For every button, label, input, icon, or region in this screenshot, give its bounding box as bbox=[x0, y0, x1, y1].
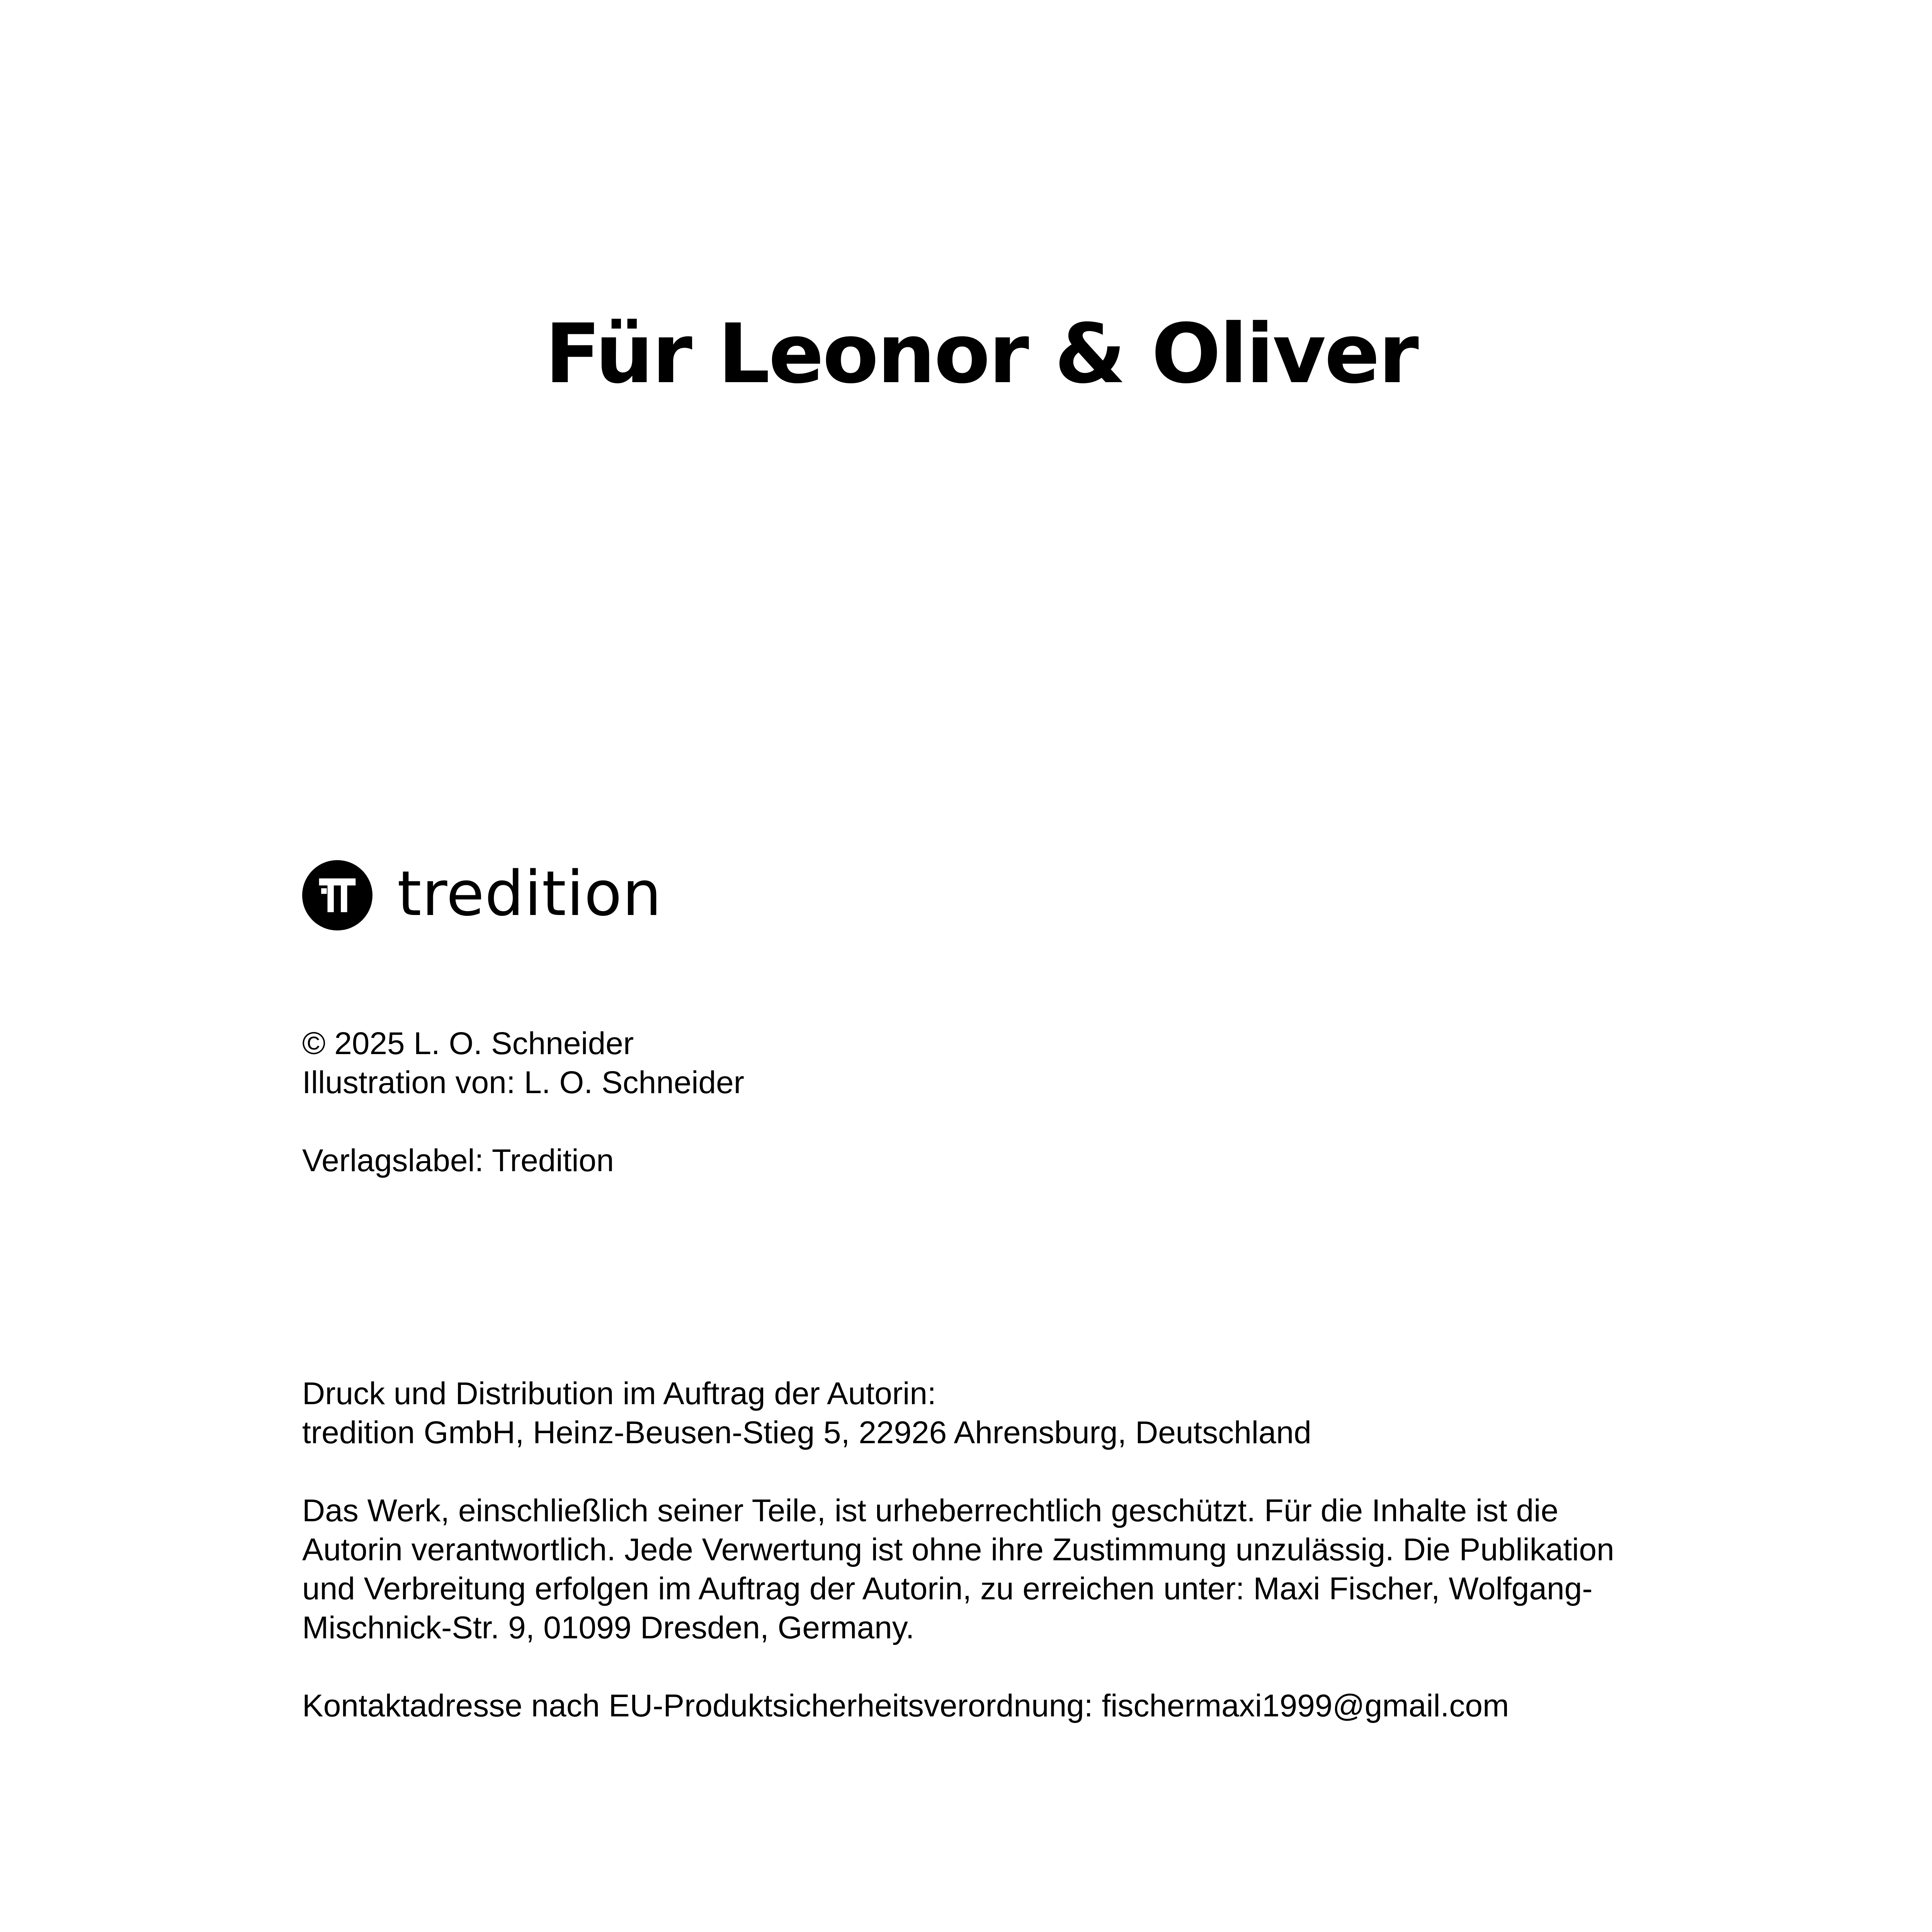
publisher-wordmark: tredition bbox=[397, 857, 662, 930]
publisher-logo bbox=[302, 859, 662, 932]
tredition-logo-icon bbox=[302, 860, 372, 930]
legal-notice-line: und Verbreitung erfolgen im Auftrag der Autorin, zu erreichen unter: Maxi Fischer, Wolfgang- bbox=[302, 1571, 1593, 1606]
copyright-line: © 2025 L. O. Schneider bbox=[302, 1026, 634, 1061]
legal-notice-line: Autorin verantwortlich. Jede Verwertung ist ohne ihre Zustimmung unzulässig. Die Publikation bbox=[302, 1532, 1614, 1567]
print-distribution-heading: Druck und Distribution im Auftrag der Autorin: bbox=[302, 1376, 936, 1411]
publisher-label-block bbox=[302, 1141, 614, 1180]
contact-address: Kontaktadresse nach EU-Produktsicherheitsverordnung: fischermaxi1999@gmail.com bbox=[302, 1688, 1509, 1723]
copyright-block bbox=[302, 1024, 744, 1102]
contact-block bbox=[302, 1686, 1509, 1725]
legal-notice-block bbox=[302, 1491, 1614, 1647]
legal-notice-line: Mischnick-Str. 9, 01099 Dresden, Germany. bbox=[302, 1610, 915, 1645]
publisher-label: Verlagslabel: Tredition bbox=[302, 1143, 614, 1178]
illustration-credit: Illustration von: L. O. Schneider bbox=[302, 1065, 745, 1100]
print-distribution-block bbox=[302, 1374, 1311, 1452]
printer-address: tredition GmbH, Heinz-Beusen-Stieg 5, 22926 Ahrensburg, Deutschland bbox=[302, 1415, 1311, 1450]
legal-notice-line: Das Werk, einschließlich seiner Teile, ist urheberrechtlich geschützt. Für die Inhalte ist die bbox=[302, 1493, 1559, 1528]
dedication-title: Für Leonor & Oliver bbox=[545, 306, 1417, 401]
